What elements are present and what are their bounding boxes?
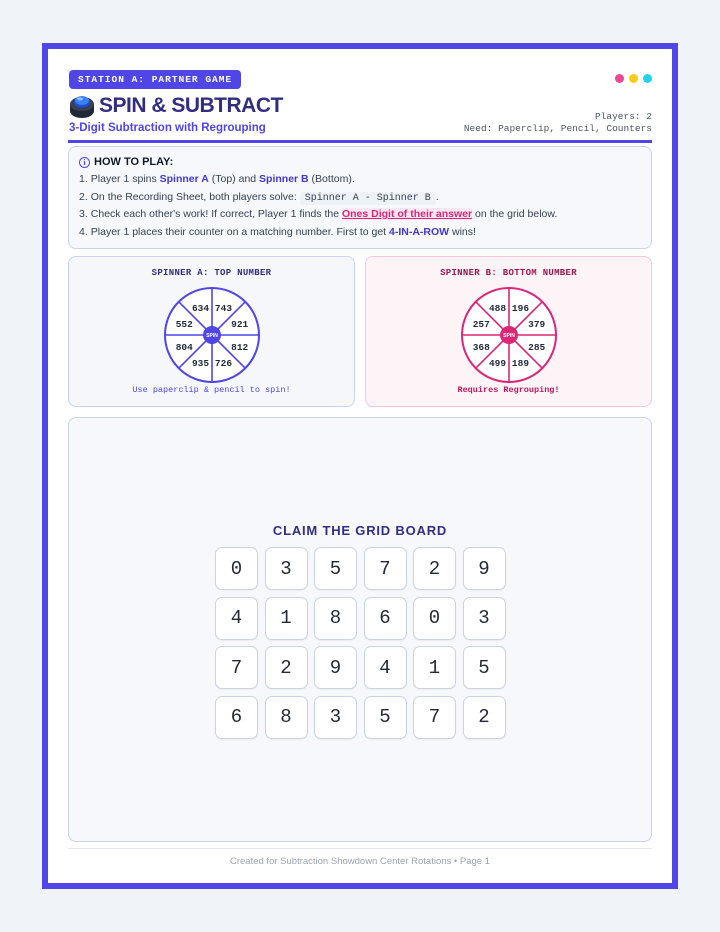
grid-cell[interactable]: 5 (463, 646, 506, 689)
grid-cell[interactable]: 7 (364, 547, 407, 590)
page-footer: Created for Subtraction Showdown Center Rotations • Page 1 (230, 856, 490, 867)
ones-digit-highlight: Ones Digit of their answer (341, 208, 473, 220)
spinner-b-card (365, 256, 652, 407)
title-row (69, 93, 283, 119)
spinner-number: 552 (175, 319, 193, 331)
step-text: Check each other's work! If correct, Player 1 finds the (90, 208, 342, 220)
step-text: On the Recording Sheet, both players solve: (90, 190, 300, 203)
grid-cell[interactable]: 9 (314, 646, 357, 689)
pink-dot (615, 74, 624, 83)
page-title: SPIN & SUBTRACT (99, 94, 283, 117)
step-number: 2. (79, 190, 88, 203)
spinner-number: 935 (191, 358, 210, 370)
spinner-number: 257 (472, 319, 490, 331)
info-icon: i (79, 157, 90, 168)
step-text: Player 1 spins (90, 173, 160, 185)
grid-cell[interactable]: 4 (364, 646, 407, 689)
spinner-number: 189 (511, 358, 530, 370)
spinner-a-footer: Use paperclip & pencil to spin! (132, 385, 291, 395)
grid-cell[interactable]: 8 (265, 696, 308, 739)
yellow-dot (629, 74, 638, 83)
station-badge: STATION A: PARTNER GAME (69, 70, 241, 89)
how-to-play-box (68, 146, 652, 249)
spinner-number: 285 (528, 341, 546, 353)
spinner-number: 499 (488, 358, 507, 370)
grid-cell[interactable]: 6 (364, 597, 407, 640)
grid-board (215, 547, 506, 739)
instruction-step-2 (79, 189, 641, 207)
grid-cell[interactable]: 0 (215, 547, 258, 590)
grid-cell[interactable]: 1 (265, 597, 308, 640)
spinner-number: 812 (231, 341, 249, 353)
spinner-b-footer: Requires Regrouping! (457, 385, 560, 395)
grid-cell[interactable]: 2 (413, 547, 456, 590)
footer-divider (68, 848, 652, 849)
spin-label: SPIN (503, 333, 515, 339)
instruction-step-3 (79, 206, 641, 224)
step-text: (Top) and (208, 173, 260, 185)
grid-board-title: CLAIM THE GRID BOARD (272, 523, 448, 538)
grid-cell[interactable]: 2 (463, 696, 506, 739)
players-count: Players: 2 (594, 111, 652, 122)
how-to-play-heading (79, 156, 641, 168)
spinner-number: 196 (511, 302, 530, 314)
how-to-play-label: HOW TO PLAY: (94, 156, 174, 168)
grid-cell[interactable]: 3 (314, 696, 357, 739)
step-number: 4. (79, 225, 88, 238)
spinner-b-heading: SPINNER B: BOTTOM NUMBER (440, 268, 577, 278)
spinner-number: 726 (214, 358, 233, 370)
step-text: on the grid below. (472, 208, 558, 220)
spinner-number: 804 (175, 341, 193, 353)
materials-info (464, 111, 652, 135)
equation-chip: Spinner A - Spinner B (300, 192, 436, 205)
grid-cell[interactable]: 0 (413, 597, 456, 640)
step-text: . (435, 190, 439, 203)
instructions-list (79, 171, 641, 241)
spinner-a-ref: Spinner A (159, 173, 209, 185)
grid-cell[interactable]: 1 (413, 646, 456, 689)
cyan-dot (643, 74, 652, 83)
spin-label: SPIN (206, 333, 218, 339)
grid-cell[interactable]: 7 (215, 646, 258, 689)
instruction-step-4 (79, 224, 641, 242)
grid-cell[interactable]: 9 (463, 547, 506, 590)
page-subtitle: 3-Digit Subtraction with Regrouping (69, 122, 266, 134)
spinner-number: 368 (472, 341, 490, 353)
four-in-a-row-highlight: 4-IN-A-ROW (389, 225, 450, 238)
instruction-step-1 (79, 171, 641, 189)
arcade-button-icon (69, 93, 95, 119)
step-text: (Bottom). (308, 173, 355, 185)
spinner-number: 634 (191, 302, 210, 314)
spinner-number: 379 (528, 319, 546, 331)
grid-cell[interactable]: 2 (265, 646, 308, 689)
spinner-b-wheel[interactable] (460, 286, 558, 384)
spinner-a-heading: SPINNER A: TOP NUMBER (151, 268, 272, 278)
spinner-a-wheel[interactable] (163, 286, 261, 384)
step-text: wins! (449, 225, 476, 238)
grid-cell[interactable]: 5 (364, 696, 407, 739)
decorative-dots (615, 74, 652, 83)
grid-cell[interactable]: 3 (265, 547, 308, 590)
spinner-number: 488 (488, 302, 507, 314)
step-number: 3. (79, 208, 88, 220)
grid-cell[interactable]: 4 (215, 597, 258, 640)
worksheet-page (42, 43, 678, 889)
grid-cell[interactable]: 5 (314, 547, 357, 590)
grid-cell[interactable]: 7 (413, 696, 456, 739)
grid-cell[interactable]: 6 (215, 696, 258, 739)
spinner-number: 743 (214, 302, 233, 314)
step-text: Player 1 places their counter on a matching number. First to get (90, 225, 390, 238)
spinner-number: 921 (231, 319, 249, 331)
materials-needed: Need: Paperclip, Pencil, Counters (463, 123, 652, 134)
grid-cell[interactable]: 3 (463, 597, 506, 640)
grid-board-card (68, 417, 652, 842)
header-divider (68, 140, 652, 143)
spinner-b-ref: Spinner B (259, 173, 309, 185)
spinner-a-card (68, 256, 355, 407)
grid-cell[interactable]: 8 (314, 597, 357, 640)
step-number: 1. (79, 173, 88, 185)
